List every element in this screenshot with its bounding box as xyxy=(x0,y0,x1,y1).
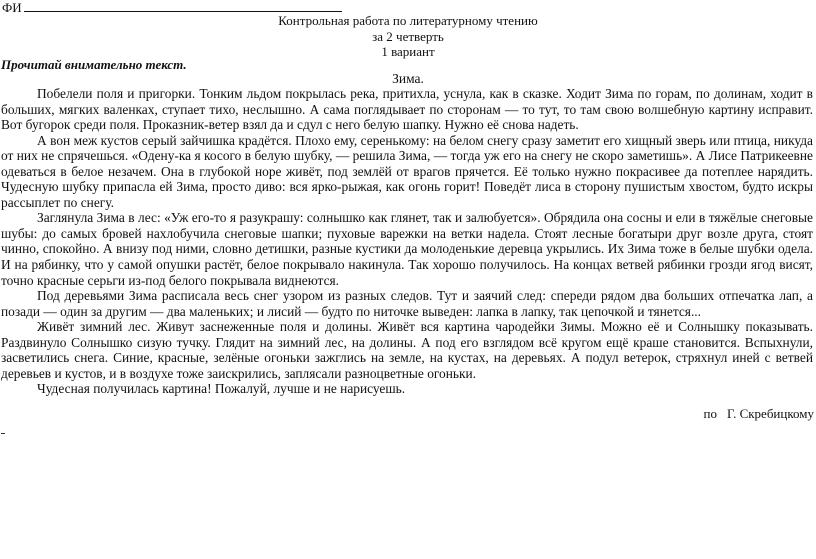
story-paragraph: Побелели поля и пригорки. Тонким льдом покрылась река, притихла, уснула, как в сказке. Ходит Зима по горам, по долинам, ходит в больших, мягких валенках, ступает тихо, неслышно. А сама поглядывает по сторонам — то тут, то там свою волшебную картину исправит. Вот бугорок среди поля. Проказник-ветер взял да и сдул с него белую шапку. Нужно её снова надеть. xyxy=(1,86,813,133)
fio-blank-line xyxy=(24,0,342,12)
reading-instruction: Прочитай внимательно текст. xyxy=(1,57,187,72)
author-prefix: по xyxy=(703,406,718,421)
story-paragraph: А вон меж кустов серый зайчишка крадётся. Плохо ему, серенькому: на белом снегу сразу заметит его хищный зверь или птица, никуда от них не спрячешься. «Одену-ка я косого в белую шубку, — решила Зима, — тогда уж его на снегу не скоро заметишь». А Лисе Патрикеевне одеваться в белое незачем. Она в глубокой норе живёт, под землёй от врагов прячется. Её только нужно покрасивее да потеплее нарядить. Чудесную шубку припасла ей Зима, просто диво: вся ярко-рыжая, как огонь горит! Поведёт лиса в сторону пушистым хвостом, будто искры рассыплет по снегу. xyxy=(1,132,813,210)
fio-label: ФИ xyxy=(2,0,22,15)
author-name: Г. Скребицкому xyxy=(727,406,814,421)
author-attribution xyxy=(704,406,814,421)
story-paragraph: Живёт зимний лес. Живут заснеженные поля и долины. Живёт вся картина чародейки Зимы. Можно её и Солнышку показывать. Раздвинуло Солнышко сизую тучку. Глядит на зимний лес, на долины. А под его взглядом всё кругом ещё краше становится. Вспыхнули, засветились снега. Синие, красные, зелёные огоньки зажглись на земле, на кустах, на деревьях. А подул ветерок, стряхнул иней с ветвей деревьев и кустов, и в воздухе тоже заискрились, заплясали разноцветные огоньки. xyxy=(1,319,813,381)
stray-mark xyxy=(1,433,5,434)
story-text xyxy=(1,86,813,397)
test-header xyxy=(0,13,816,60)
story-paragraph: Под деревьями Зима расписала весь снег узором из разных следов. Тут и заячий след: спереди рядом два больших отпечатка лап, а позади — один за другим — два маленьких; и лисий — будто по ниточке выведен: лапка в лапку, так цепочкой и тянется... xyxy=(1,288,813,319)
story-title: Зима. xyxy=(392,71,424,86)
story-paragraph: Заглянула Зима в лес: «Уж его-то я разукрашу: солнышко как глянет, так и залюбуется». Обрядила она сосны и ели в тяжёлые снеговые шубы: до самых бровей нахлобучила снеговые шапки; пуховые варежки на ветки надела. Стоят лесные богатыри друг возле друга, стоят чинно, спокойно. А внизу под ними, словно детишки, разные кустики да молоденькие деревца укрылись. Их Зима тоже в белые шубки одела. И на рябинку, что у самой опушки растёт, белое покрывало накинула. Так хорошо получилось. На концах ветвей рябинки грозди ягод висят, точно красные серьги из-под белого покрывала виднеются. xyxy=(1,210,813,288)
test-title: Контрольная работа по литературному чтению xyxy=(278,13,538,28)
test-quarter: за 2 четверть xyxy=(372,28,444,44)
test-variant: 1 вариант xyxy=(381,44,435,59)
story-paragraph: Чудесная получилась картина! Пожалуй, лучше и не нарисуешь. xyxy=(37,381,406,397)
